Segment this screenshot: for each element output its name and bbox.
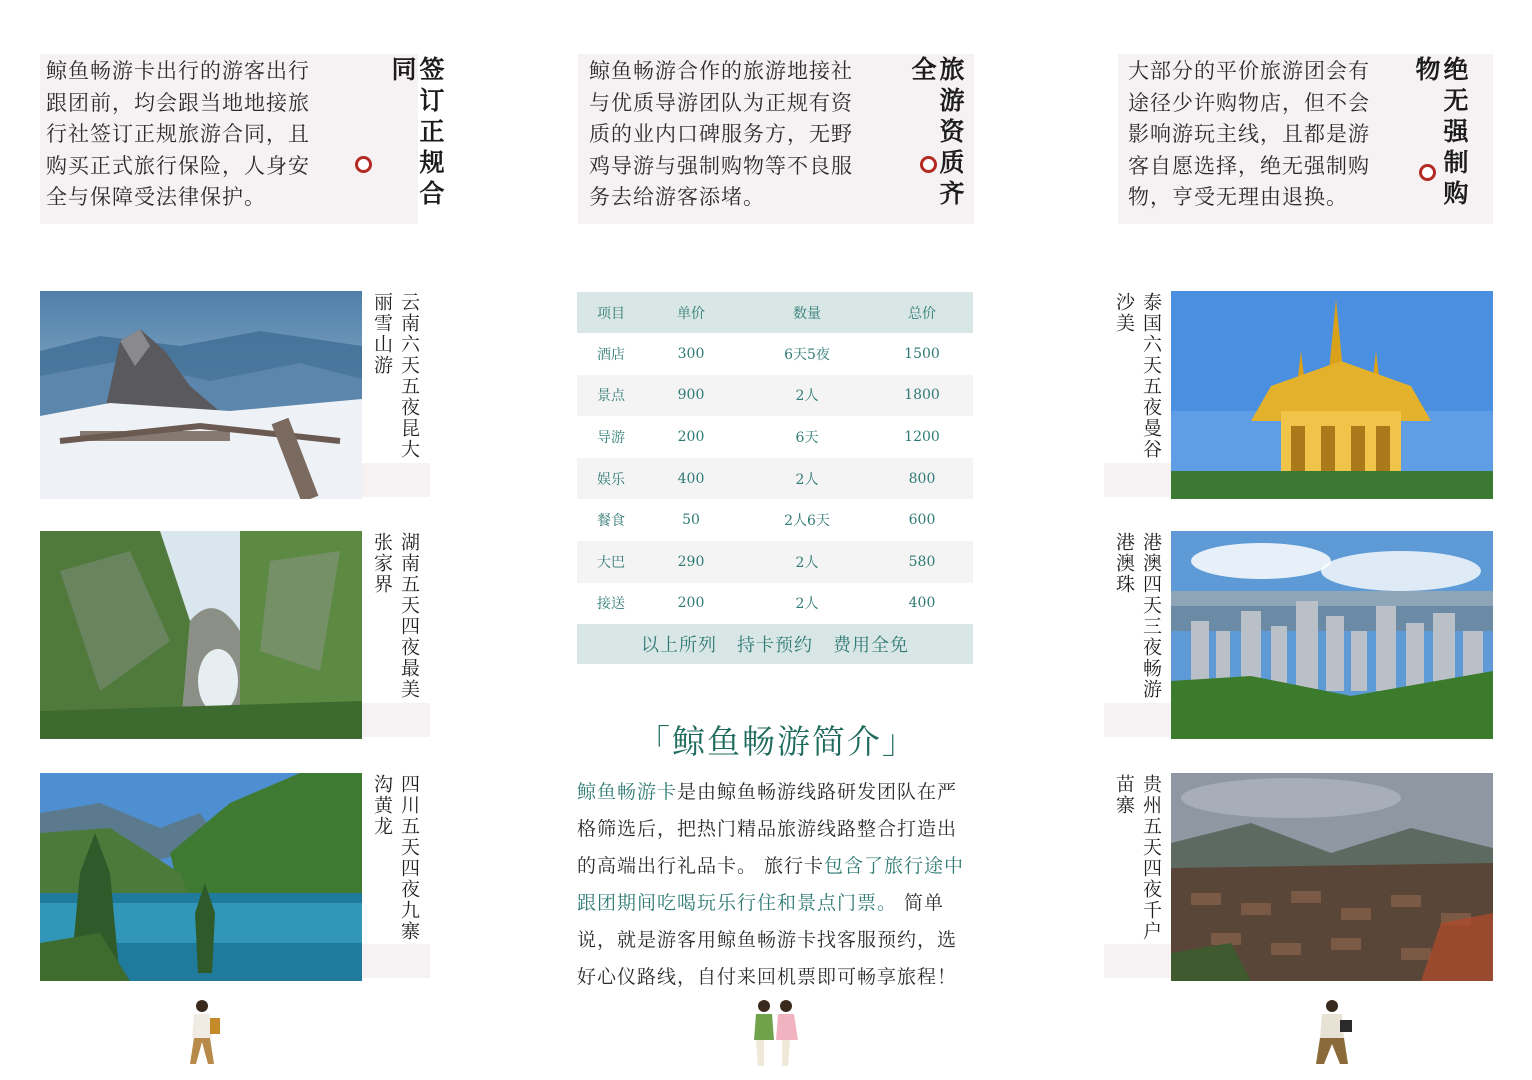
route-label-thailand: 泰国六天五夜曼谷沙美: [1113, 292, 1162, 460]
table-header: [577, 292, 973, 333]
route-label-hunan: 湖南五天四夜最美张家界: [371, 532, 420, 700]
label-tab: [362, 703, 430, 737]
tianmen-cave-photo[interactable]: [40, 531, 362, 739]
cell: 50: [682, 512, 700, 529]
miao-village-photo[interactable]: [1171, 773, 1493, 981]
table-row: [577, 499, 973, 541]
cell: 2人6天: [784, 513, 830, 530]
thai-palace-photo[interactable]: [1171, 291, 1493, 499]
cell: 导游: [597, 429, 625, 446]
info-text-qualification: 鲸鱼畅游合作的旅游地接社与优质导游团队为正规有资质的业内口碑服务方，无野鸡导游与强制购物等不良服务去给游客添堵。: [589, 59, 853, 209]
footer-text: 费用全免: [833, 635, 909, 657]
cell: 400: [677, 470, 705, 487]
intro-highlight: 包含了旅行途中跟团期间吃喝玩乐行住和景点门票。: [577, 855, 965, 914]
hongkong-skyline-photo[interactable]: [1171, 531, 1493, 739]
info-text-contract: 鲸鱼畅游卡出行的游客出行跟团前，均会跟当地地接旅行社签订正规旅游合同，且购买正式旅行保险，人身安全与保障受法律保护。: [46, 59, 310, 209]
table-row: [577, 583, 973, 625]
route-label-sichuan: 四川五天四夜九寨沟黄龙: [371, 774, 420, 942]
intro-text: 简单说，就是游客用鲸鱼畅游卡找客服预约，选好心仪路线，自付来回机票即可畅享旅程！: [577, 892, 958, 988]
traveler-figure-icon: [180, 998, 224, 1070]
header-item: 项目: [597, 305, 625, 322]
footer-text: 持卡预约: [737, 635, 813, 657]
cell: 300: [677, 345, 705, 362]
cell: 2人: [795, 554, 819, 571]
cell: 900: [677, 387, 705, 404]
header-unit-price: 单价: [677, 305, 705, 322]
cell: 1500: [904, 345, 940, 362]
cell: 800: [908, 470, 936, 487]
info-text-noshopping: 大部分的平价旅游团会有途径少许购物店，但不会影响游玩主线，且都是游客自愿选择，绝无强制购物，亨受无理由退换。: [1128, 59, 1370, 209]
route-label-yunnan: 云南六天五夜昆大丽雪山游: [371, 292, 420, 460]
intro-paragraph: [577, 774, 975, 996]
cell: 400: [908, 595, 936, 612]
cell: 290: [677, 553, 705, 570]
cell: 接送: [597, 596, 625, 613]
cell: 200: [677, 428, 705, 445]
table-row: [577, 375, 973, 417]
label-tab: [1104, 703, 1172, 737]
cell: 景点: [597, 388, 625, 405]
cell: 餐食: [597, 513, 625, 530]
info-title-qualification: 旅游资质齐全: [908, 56, 965, 211]
route-label-guizhou: 贵州五天四夜千户苗寨: [1113, 774, 1162, 942]
traveler-figure-icon: [1308, 998, 1356, 1070]
ring-icon: [355, 156, 372, 173]
table-row: [577, 416, 973, 458]
table-row: [577, 541, 973, 583]
intro-title: 「鲸鱼畅游简介」: [637, 722, 917, 761]
couple-figure-icon: [746, 998, 804, 1070]
cell: 2人: [795, 471, 819, 488]
cell: 6天5夜: [784, 346, 830, 363]
table-row: [577, 458, 973, 500]
cell: 2人: [795, 596, 819, 613]
label-tab: [362, 944, 430, 978]
cell: 580: [908, 553, 936, 570]
cell: 娱乐: [597, 471, 625, 488]
table-footer: [577, 624, 973, 664]
label-tab: [1104, 944, 1172, 978]
header-total: 总价: [908, 305, 936, 322]
route-label-hongkong: 港澳四天三夜畅游港澳珠: [1113, 532, 1162, 700]
brand-highlight: 鲸鱼畅游卡: [577, 781, 678, 803]
label-tab: [1104, 463, 1172, 497]
cell: 6天: [795, 429, 819, 446]
footer-text: 以上所列: [641, 635, 717, 657]
cell: 大巴: [597, 554, 625, 571]
snow-mountain-photo[interactable]: [40, 291, 362, 499]
cell: 200: [677, 595, 705, 612]
intro-text: 是由鲸鱼畅游线路研发团队在严格筛选后，把热门精品旅游线路整合打造出的高端出行礼品卡。 旅行卡: [577, 781, 958, 877]
cell: 2人: [795, 388, 819, 405]
cell: 600: [908, 512, 936, 529]
label-tab: [362, 463, 430, 497]
cell: 1200: [904, 428, 940, 445]
jiuzhai-lake-photo[interactable]: [40, 773, 362, 981]
table-row: [577, 333, 973, 375]
cell: 酒店: [597, 346, 625, 363]
info-title-contract: 签订正规合同: [388, 56, 445, 211]
header-quantity: 数量: [793, 305, 821, 322]
price-table: [577, 292, 973, 664]
cell: 1800: [904, 387, 940, 404]
info-title-noshopping: 绝无强制购物: [1412, 56, 1469, 211]
